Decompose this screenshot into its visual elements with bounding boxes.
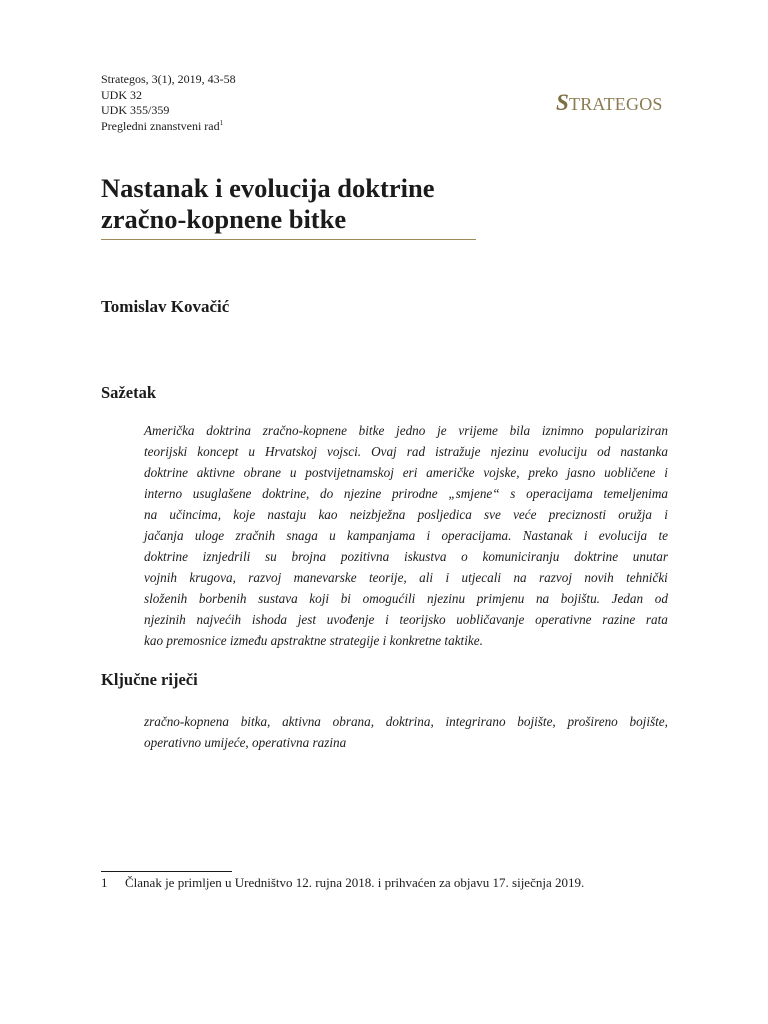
word: snaga [286, 528, 318, 543]
word: i [664, 465, 668, 480]
word: doktrine, [262, 486, 310, 501]
word: njezinu [490, 444, 529, 459]
word: istražuje [435, 444, 481, 459]
word: posljedica [417, 507, 472, 522]
word: na [144, 507, 158, 522]
word: rata [645, 612, 668, 627]
word: najvećih [196, 612, 242, 627]
word: manevarske [293, 570, 357, 585]
word: od [654, 591, 668, 606]
word: obrane [243, 465, 282, 480]
word: bojište, [517, 714, 556, 729]
word: obrana, [332, 714, 375, 729]
word: su [265, 549, 277, 564]
abstract-line [144, 420, 668, 441]
word: aktivne [196, 465, 235, 480]
word: doktrine [144, 465, 188, 480]
word: pozitivna [340, 549, 390, 564]
word: vojsci. [326, 444, 362, 459]
article-metadata [101, 72, 236, 134]
abstract-line [144, 546, 668, 567]
word: koji [309, 591, 330, 606]
word: preko [528, 465, 558, 480]
word: rad [406, 444, 426, 459]
word: omogućili [362, 591, 416, 606]
keywords-line [144, 711, 668, 732]
word: do [320, 486, 334, 501]
word: bi [340, 591, 351, 606]
word: vrijeme [458, 423, 498, 438]
word: komuniciranju [482, 549, 560, 564]
abstract-line [144, 441, 668, 462]
word: prirodne [391, 486, 438, 501]
word: neizbježna [349, 507, 406, 522]
word: postvijetnamskoj [305, 465, 394, 480]
abstract-line [144, 609, 668, 630]
word: uvođenje [326, 612, 375, 627]
word: zračno-kopnena [144, 714, 229, 729]
word: doktrine [144, 549, 188, 564]
word: eri [402, 465, 418, 480]
word: operacijama. [441, 528, 512, 543]
word: razvoj [539, 570, 572, 585]
word: na [535, 591, 550, 606]
word: zračno-kopnene [262, 423, 347, 438]
word: interno [144, 486, 183, 501]
abstract-line: kao premosnice između apstraktne strategije i konkretne taktike. [144, 633, 483, 648]
word: bojište, [629, 714, 668, 729]
footnote-text: Članak je primljen u Uredništvo 12. rujna 2018. i prihvaćen za objavu 17. siječnja 2019. [125, 875, 585, 890]
word: u [248, 444, 255, 459]
word: jest [297, 612, 317, 627]
footnote-number: 1 [101, 875, 108, 890]
word: bitka, [240, 714, 271, 729]
word: na [513, 570, 527, 585]
abstract-line [144, 483, 668, 504]
word: usuglašene [192, 486, 252, 501]
word: oružja [618, 507, 652, 522]
word: novih [584, 570, 614, 585]
article-type-label: Pregledni znanstveni rad [101, 118, 220, 133]
word: iznimno [541, 423, 584, 438]
word: Ovaj [371, 444, 397, 459]
word: jasno [566, 465, 596, 480]
word: Hrvatskoj [264, 444, 317, 459]
word: razvoj [248, 570, 282, 585]
word: kampanjama [347, 528, 416, 543]
word: doktrina [206, 423, 251, 438]
footnote-marker: 1 [219, 118, 224, 127]
author-name: Tomislav Kovačić [101, 297, 230, 316]
word: Američka [144, 423, 195, 438]
word: uobličene [604, 465, 656, 480]
word: operacijama [526, 486, 593, 501]
word: u [289, 465, 297, 480]
word: bila [509, 423, 531, 438]
logo-initial: S [556, 90, 569, 115]
word: nastaju [267, 507, 307, 522]
title-divider [101, 239, 476, 240]
word: s [510, 486, 516, 501]
word: sustava [258, 591, 298, 606]
word: kao [318, 507, 338, 522]
word: o [461, 549, 468, 564]
word: bitke [358, 423, 385, 438]
word: jačanja [144, 528, 184, 543]
title-line-1: Nastanak i evolucija doktrine [101, 173, 435, 203]
word: operativne [535, 612, 592, 627]
title-line-2: zračno-kopnene bitke [101, 204, 347, 234]
word: prošireno [567, 714, 618, 729]
word: od [597, 444, 611, 459]
word: vojnih [144, 570, 177, 585]
footnote [101, 875, 584, 891]
word: Jedan [611, 591, 644, 606]
article-type [101, 119, 236, 135]
footnote-separator [101, 871, 232, 872]
word: i [445, 570, 450, 585]
word: brojna [291, 549, 327, 564]
word: i [385, 612, 389, 627]
word: uobličavanje [456, 612, 525, 627]
word: ishoda [251, 612, 288, 627]
word: temeljenima [603, 486, 668, 501]
word: nastanka [620, 444, 668, 459]
word: koncept [197, 444, 239, 459]
abstract-line [144, 462, 668, 483]
logo-text: TRATEGOS [569, 94, 663, 114]
word: njezine [343, 486, 382, 501]
word: zračnih [235, 528, 276, 543]
keywords-heading: Ključne riječi [101, 670, 198, 689]
word: aktivna [282, 714, 321, 729]
word: učincima, [169, 507, 222, 522]
journal-logo [556, 90, 663, 116]
abstract-line [144, 567, 668, 588]
word: unutar [632, 549, 668, 564]
word: Nastanak [522, 528, 573, 543]
journal-citation: Strategos, 3(1), 2019, 43-58 [101, 72, 236, 86]
word: američke [426, 465, 475, 480]
word: „smjene“ [448, 486, 500, 501]
word: veće [513, 507, 537, 522]
article-title [101, 173, 434, 235]
word: složenih [144, 591, 188, 606]
word: jedno [396, 423, 426, 438]
word: i [583, 528, 588, 543]
word: iznjedrili [202, 549, 251, 564]
udk-code-2: UDK 355/359 [101, 103, 170, 118]
word: koje [233, 507, 256, 522]
word: bojištu. [560, 591, 600, 606]
word: preciznosti [548, 507, 607, 522]
word: iskustva [403, 549, 447, 564]
word: teorije, [369, 570, 407, 585]
word: u [329, 528, 336, 543]
word: i [426, 528, 431, 543]
udk-code-1: UDK 32 [101, 87, 142, 102]
word: vojske, [483, 465, 520, 480]
word: borbenih [198, 591, 247, 606]
word: je [437, 423, 447, 438]
keywords-line: operativno umijeće, operativna razina [144, 735, 347, 750]
word: ali [419, 570, 434, 585]
word: krugova, [189, 570, 236, 585]
abstract-line [144, 525, 668, 546]
word: i [664, 507, 668, 522]
word: utjecali [461, 570, 502, 585]
word: njezinu [426, 591, 466, 606]
word: populariziran [595, 423, 668, 438]
word: evoluciju [538, 444, 588, 459]
word: njezinih [144, 612, 186, 627]
word: integrirano [445, 714, 506, 729]
word: doktrina, [385, 714, 434, 729]
word: uloge [194, 528, 225, 543]
word: doktrine [574, 549, 619, 564]
word: teorijsko [399, 612, 446, 627]
abstract-line [144, 504, 668, 525]
word: razine [602, 612, 636, 627]
word: primjenu [476, 591, 525, 606]
word: teorijski [144, 444, 188, 459]
abstract-line [144, 588, 668, 609]
word: te [658, 528, 668, 543]
word: tehnički [626, 570, 668, 585]
abstract-heading: Sažetak [101, 383, 156, 402]
word: sve [484, 507, 501, 522]
word: evolucija [598, 528, 648, 543]
